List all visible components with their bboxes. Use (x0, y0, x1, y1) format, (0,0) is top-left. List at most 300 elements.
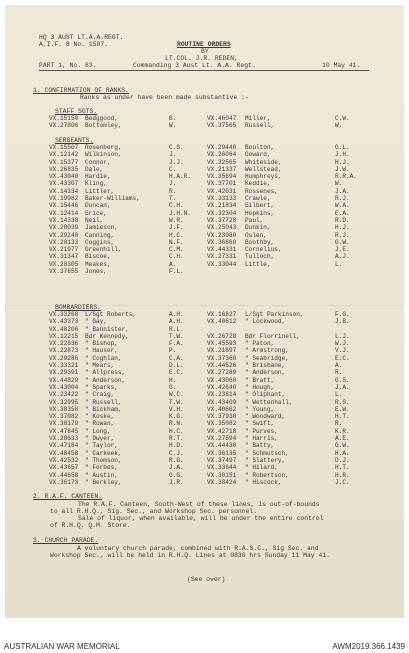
initials: R.D. (335, 216, 350, 224)
regt-number: VX.36173 (49, 478, 79, 486)
regt-number: VX.48206 (49, 325, 79, 333)
regt-number: VX.37930 (207, 413, 237, 421)
regt-number: VX.27806 (49, 122, 79, 130)
roster-row (49, 442, 379, 449)
soldier-name: " Paton, (245, 340, 275, 348)
roster-row (49, 406, 379, 413)
initials: H.A. (335, 449, 350, 457)
regt-number: VX.37368 (207, 354, 237, 362)
regt-number: VX.38424 (207, 478, 237, 486)
regt-number: VX.43409 (207, 398, 237, 406)
regt-number: VX.15377 (49, 158, 79, 166)
section-2-line-4: of R.H.Q. Q.M. Store. (50, 522, 131, 529)
soldier-name: " Hough, (245, 383, 275, 391)
roster-row (49, 173, 379, 180)
initials: C.S. (169, 144, 184, 151)
initials: B. (169, 115, 177, 122)
regt-number: VX.28133 (49, 238, 79, 246)
regt-number: VX.43060 (207, 376, 237, 384)
roster-row (49, 166, 379, 173)
regt-number: VX.12142 (49, 151, 79, 159)
roster-row (49, 188, 379, 195)
initials: W.J. (335, 340, 350, 348)
soldier-name: " Bickham, (85, 405, 122, 413)
regt-number: VX.42640 (207, 383, 237, 391)
soldier-name: " Purves, (245, 427, 278, 435)
regt-number: VX.26728 (207, 332, 237, 340)
regt-number: VX.21977 (49, 246, 79, 254)
ref-line-1: HQ 3 AUST LT.A.A.REGT. (39, 34, 124, 41)
initials: R. (169, 187, 177, 195)
initials: A.E. (335, 435, 350, 443)
soldier-name: Biscoe, (85, 253, 111, 261)
initials: C.J. (169, 449, 184, 457)
roster-row (49, 384, 379, 391)
bombardiers-heading: BOMBARDIERS. (55, 304, 102, 311)
regt-number: VX.27594 (207, 435, 237, 443)
regt-number: VX.22873 (49, 347, 79, 355)
initials: C.M. (169, 246, 184, 254)
soldier-name: Oslen, (245, 231, 267, 239)
initials: W.A. (335, 202, 350, 210)
regt-number: VX.47845 (49, 427, 79, 435)
initials: A. (335, 362, 343, 370)
initials: K.G. (169, 413, 184, 421)
soldier-name: " Lockwood, (245, 318, 286, 326)
document-title: ROUTINE ORDERS (177, 41, 231, 48)
soldier-name: Jones, (85, 268, 107, 276)
regt-number: VX.15507 (49, 144, 79, 151)
initials: R. (335, 420, 343, 428)
staff-sgts-table (49, 115, 379, 130)
soldier-name: " Allpress, (85, 369, 126, 377)
initials: C. (169, 165, 177, 173)
initials: L. (335, 260, 343, 268)
regt-number: VX.29286 (49, 354, 79, 362)
soldier-name: " Sparks, (85, 383, 118, 391)
regt-number: VX.30151 (207, 471, 237, 479)
initials: H.J. (335, 158, 350, 166)
soldier-name: Hardie, (85, 173, 111, 181)
initials: F.A. (169, 340, 184, 348)
regt-number: VX.33644 (207, 464, 237, 472)
initials: H.T. (335, 464, 350, 472)
roster-row (49, 333, 379, 340)
soldier-name: " Craig, (85, 391, 115, 399)
regt-number: VX.19082 (49, 195, 79, 203)
regt-number: VX.14334 (49, 187, 79, 195)
roster-row (49, 210, 379, 217)
regt-number: VX.33321 (49, 362, 79, 370)
initials: J.A. (169, 464, 184, 472)
initials: G.L. (335, 144, 350, 151)
soldier-name: Greenhill, (85, 246, 122, 254)
soldier-name: " Robertson, (245, 471, 289, 479)
initials: J.F. (169, 224, 184, 232)
officer-name: LT.COL. J.R. REDEN, (165, 55, 238, 62)
command-line: Commanding 3 Aust Lt. A.A. Regt. (133, 62, 256, 69)
soldier-name: Neil, (85, 216, 104, 224)
initials: R.J. (335, 195, 350, 203)
regt-number: VX.32995 (49, 398, 79, 406)
regt-number: VX.33044 (207, 260, 237, 268)
soldier-name: Little, (245, 260, 271, 268)
initials: C.A. (169, 354, 184, 362)
regt-number: VX.32304 (207, 209, 237, 217)
initials: C.W. (335, 115, 350, 122)
regt-number: VX.21834 (207, 202, 237, 210)
regt-number: VX.27331 (207, 253, 237, 261)
regt-number: VX.43004 (49, 383, 79, 391)
regt-number: VX.33133 (207, 195, 237, 203)
soldier-name: " Armstrong, (245, 347, 289, 355)
soldier-name: " Hauser, (85, 347, 118, 355)
initials: C.H. (169, 253, 184, 261)
regt-number: VX.35082 (207, 420, 237, 428)
soldier-name: Bedggood, (85, 115, 118, 122)
soldier-name: Duncan, (85, 202, 111, 210)
soldier-name: Gilbert, (245, 202, 275, 210)
roster-row (49, 340, 379, 347)
section-2-heading: 2. R.A.F. CANTEEN. (33, 493, 103, 500)
soldier-name: Grice, (85, 209, 107, 217)
initials: L.J. (335, 332, 350, 340)
roster-row (49, 391, 379, 398)
soldier-name: " Mears, (85, 362, 115, 370)
section-2-line-3: Sale of liquor, when available, will be under the entire control (78, 515, 324, 522)
roster-row (49, 232, 379, 239)
roster-row (49, 318, 379, 325)
initials: E.W. (335, 405, 350, 413)
initials: R.J. (335, 231, 350, 239)
soldier-name: Bottomley, (85, 122, 122, 130)
regt-number: VX.28633 (49, 435, 79, 443)
initials: G. (169, 383, 177, 391)
initials: D.L. (169, 362, 184, 370)
soldier-name: Rosenberg, (85, 144, 122, 151)
roster-row (49, 428, 379, 435)
regt-number: VX.23080 (207, 231, 237, 239)
regt-number: VX.37497 (207, 456, 237, 464)
soldier-name: " Forbes, (85, 464, 118, 472)
regt-number: VX.23422 (49, 391, 79, 399)
initials: A.J. (335, 253, 350, 261)
initials: J.W. (335, 165, 350, 173)
initials: E.C. (335, 354, 350, 362)
section-3-line-1: A voluntary church parade, combined with R.A.S.C., Sig Sec. and (77, 545, 319, 552)
roster-row (49, 464, 379, 471)
regt-number: VX.21897 (207, 347, 237, 355)
roster-row (49, 217, 379, 224)
initials: E.A. (335, 209, 350, 217)
regt-number: VX.25043 (207, 224, 237, 232)
soldier-name: Paul, (245, 216, 264, 224)
sergeants-heading: SERGEANTS. (55, 137, 94, 144)
soldier-name: " Brisbane, (245, 362, 286, 370)
initials: J.A. (335, 383, 350, 391)
roster-row (49, 115, 379, 122)
soldier-name: " Dwyer, (85, 435, 115, 443)
regt-number: VX.38358 (49, 405, 79, 413)
regt-number: VX.14338 (49, 216, 79, 224)
soldier-name: Keddie, (245, 180, 271, 188)
soldier-name: " Bratt, (245, 376, 275, 384)
soldier-name: " Harris, (245, 435, 278, 443)
initials: R.N. (169, 420, 184, 428)
regt-number: VX.48458 (49, 449, 79, 457)
part-number: PART 1, No. 83. (39, 62, 97, 69)
regt-number: VX.42718 (207, 427, 237, 435)
regt-number: VX.29240 (49, 231, 79, 239)
initials: F.G. (335, 311, 350, 318)
regt-number: VX.31347 (49, 253, 79, 261)
soldier-name: Coggins, (85, 238, 115, 246)
soldier-name: " Coghlan, (85, 354, 122, 362)
soldier-name: " Hiscock, (245, 478, 282, 486)
initials: H. (169, 376, 177, 384)
roster-row (49, 457, 379, 464)
regt-number: VX.22836 (49, 340, 79, 348)
roster-row (49, 472, 379, 479)
regt-number: VX.26064 (207, 151, 237, 159)
initials: J.J. (169, 158, 184, 166)
roster-row (49, 420, 379, 427)
initials: D.J. (335, 456, 350, 464)
soldier-name: " Anderson, (245, 369, 286, 377)
roster-row (49, 246, 379, 253)
initials: H.J. (335, 224, 350, 232)
soldier-name: Rossenes, (245, 187, 278, 195)
regt-number: VX.35694 (207, 173, 237, 181)
initials: J.C. (335, 478, 350, 486)
roster-row (49, 195, 379, 202)
initials: T.W. (169, 332, 184, 340)
ref-line-2: A.I.F. 8 No. 1507. (39, 41, 109, 48)
initials: V.J. (335, 347, 350, 355)
roster-row (49, 413, 379, 420)
soldier-name: " Hilard, (245, 464, 278, 472)
initials: J.H. (335, 151, 350, 159)
roster-row (49, 268, 379, 275)
regt-number: VX.44658 (49, 471, 79, 479)
roster-row (49, 239, 379, 246)
sergeants-table (49, 144, 379, 275)
soldier-name: Connor, (85, 158, 111, 166)
order-date: 10 May 41. (322, 62, 361, 69)
regt-number: VX.12215 (49, 332, 79, 340)
soldier-name: Jamieson, (85, 224, 118, 232)
soldier-name: Kling, (85, 180, 107, 188)
header-rule (39, 70, 369, 71)
regt-number: VX.37565 (207, 122, 237, 130)
section-3-heading: 3. CHURCH PARADE. (33, 537, 99, 544)
initials: T. (169, 195, 177, 203)
soldier-name: Littler, (85, 187, 115, 195)
regt-number: VX.33268 (49, 311, 79, 318)
soldier-name: " Batty, (245, 442, 275, 450)
regt-number: VX.37655 (49, 268, 79, 276)
initials: H.D. (169, 442, 184, 450)
initials: J. (169, 151, 177, 159)
roster-row (49, 180, 379, 187)
soldier-name: " Young, (245, 405, 275, 413)
soldier-name: " Russell, (85, 398, 122, 406)
soldier-name: " Swift, (245, 420, 275, 428)
soldier-name: " Wettenhall, (245, 398, 293, 406)
regt-number: VX.26835 (49, 165, 79, 173)
roster-row (49, 362, 379, 369)
regt-number: VX.44526 (207, 362, 237, 370)
regt-number: VX.43373 (49, 318, 79, 326)
regt-number: VX.38179 (49, 420, 79, 428)
soldier-name: Meakes, (85, 260, 111, 268)
document-sheet (5, 5, 404, 618)
initials: J.E. (335, 246, 350, 254)
soldier-name: Russell, (245, 122, 275, 130)
initials: J.R. (169, 478, 184, 486)
soldier-name: L/Sgt Roberts, (85, 311, 137, 318)
section-1-heading: 1. CONFIRMATION OF RANKS. (33, 87, 129, 94)
regt-number: VX.44829 (49, 376, 79, 384)
soldier-name: Bdr Kennedy, (85, 332, 129, 340)
initials: H.C. (169, 231, 184, 239)
regt-number: VX.46047 (207, 115, 237, 122)
roster-row (49, 144, 379, 151)
section-2-line-2: to all R.H.Q., Sig. Sec., and Workshop Sec. personnel. (50, 508, 258, 515)
initials: H.C. (169, 427, 184, 435)
regt-number: VX.37082 (49, 413, 79, 421)
initials: H.A.R. (169, 173, 191, 181)
roster-row (49, 399, 379, 406)
regt-number: VX.15446 (49, 202, 79, 210)
initials: P. (169, 347, 177, 355)
regt-number: VX.43040 (49, 173, 79, 181)
section-3-line-2: Workshop Sec., will be held in R.H.Q. Lines at 0830 hrs Sunday 11 May 41. (50, 552, 330, 559)
roster-row (49, 253, 379, 260)
regt-number: VX.43657 (49, 464, 79, 472)
regt-number: VX.40662 (207, 405, 237, 413)
regt-number: VX.16827 (207, 311, 237, 318)
roster-row (49, 122, 379, 129)
initials: G.W. (335, 442, 350, 450)
regt-number: VX.32565 (207, 158, 237, 166)
initials: J.H.N. (169, 209, 191, 217)
bombardiers-table (49, 311, 379, 486)
initials: N.F. (169, 238, 184, 246)
initials: W.C. (169, 391, 184, 399)
soldier-name: " Austin, (85, 471, 118, 479)
regt-number: VX.44331 (207, 246, 237, 254)
regt-number: VX.21337 (207, 165, 237, 173)
initials: T.W. (169, 398, 184, 406)
soldier-name: Baker-Williams, (85, 195, 140, 203)
soldier-name: Miller, (245, 115, 271, 122)
regt-number: VX.43307 (49, 180, 79, 188)
regt-number: VX.28305 (49, 260, 79, 268)
soldier-name: Boothby, (245, 238, 275, 246)
soldier-name: " Anderson, (85, 376, 126, 384)
soldier-name: Boulton, (245, 144, 275, 151)
soldier-name: Cornelius, (245, 246, 282, 254)
initials: H.R. (335, 471, 350, 479)
roster-row (49, 435, 379, 442)
soldier-name: " Schmutsch, (245, 449, 289, 457)
soldier-name: Tulloch, (245, 253, 275, 261)
roster-row (49, 159, 379, 166)
soldier-name: Canning, (85, 231, 115, 239)
section-1-intro: Ranks as under have been made substantive :- (80, 94, 249, 101)
regt-number: VX.37728 (207, 216, 237, 224)
by-line: BY (201, 48, 209, 55)
soldier-name: " Bishop, (85, 340, 118, 348)
staff-sgts-heading: STAFF SGTS. (55, 108, 98, 115)
initials: W. (335, 122, 343, 130)
initials: R.T. (169, 435, 184, 443)
regt-number: VX.42532 (49, 456, 79, 464)
soldier-name: " Long, (85, 427, 111, 435)
roster-row (49, 450, 379, 457)
regt-number: VX.40612 (207, 318, 237, 326)
section-2-line-1: The R.A.F. Canteen, South-West of these lines, is out-of-bounds (78, 501, 320, 508)
footer-institution: AUSTRALIAN WAR MEMORIAL (4, 642, 120, 651)
roster-row (49, 377, 379, 384)
regt-number: VX.27289 (207, 369, 237, 377)
roster-row (49, 347, 379, 354)
regt-number: VX.28039 (49, 224, 79, 232)
soldier-name: " Gay, (85, 318, 107, 326)
roster-row (49, 369, 379, 376)
regt-number: VX.12414 (49, 209, 79, 217)
soldier-name: Hopkins, (245, 209, 275, 217)
initials: A. (169, 260, 177, 268)
regt-number: VX.29391 (49, 369, 79, 377)
soldier-name: " Thomson, (85, 456, 122, 464)
initials: V.H. (169, 405, 184, 413)
soldier-name: " Rowan, (85, 420, 115, 428)
soldier-name: Bdr Florrinell, (245, 332, 300, 340)
soldier-name: " Slattery, (245, 456, 286, 464)
initials: R.S. (335, 398, 350, 406)
initials: F.L. (169, 268, 184, 276)
soldier-name: " Koske, (85, 413, 115, 421)
initials: G.G. (169, 471, 184, 479)
roster-row (49, 202, 379, 209)
regt-number: VX.37701 (207, 180, 237, 188)
soldier-name: Wellstead, (245, 165, 282, 173)
soldier-name: " Woodward, (245, 413, 286, 421)
see-over-note: (See over) (187, 576, 226, 583)
soldier-name: L/Sgt Parkinson, (245, 311, 304, 318)
initials: L. (335, 391, 343, 399)
regt-number: VX.36135 (207, 449, 237, 457)
initials: R.R.A. (335, 173, 357, 181)
regt-number: VX.47184 (49, 442, 79, 450)
regt-number: VX.42031 (207, 187, 237, 195)
initials: R. (335, 369, 343, 377)
initials: G.S. (335, 376, 350, 384)
initials: J. (169, 180, 177, 188)
initials: G.W. (335, 238, 350, 246)
soldier-name: " Bannister, (85, 325, 129, 333)
regt-number: VX.44430 (207, 442, 237, 450)
soldier-name: " Oliphant, (245, 391, 286, 399)
roster-row (49, 479, 379, 486)
roster-row (49, 261, 379, 268)
initials: J.A. (335, 187, 350, 195)
regt-number: VX.45593 (207, 340, 237, 348)
soldier-name: Humphreys, (245, 173, 282, 181)
roster-row (49, 151, 379, 158)
